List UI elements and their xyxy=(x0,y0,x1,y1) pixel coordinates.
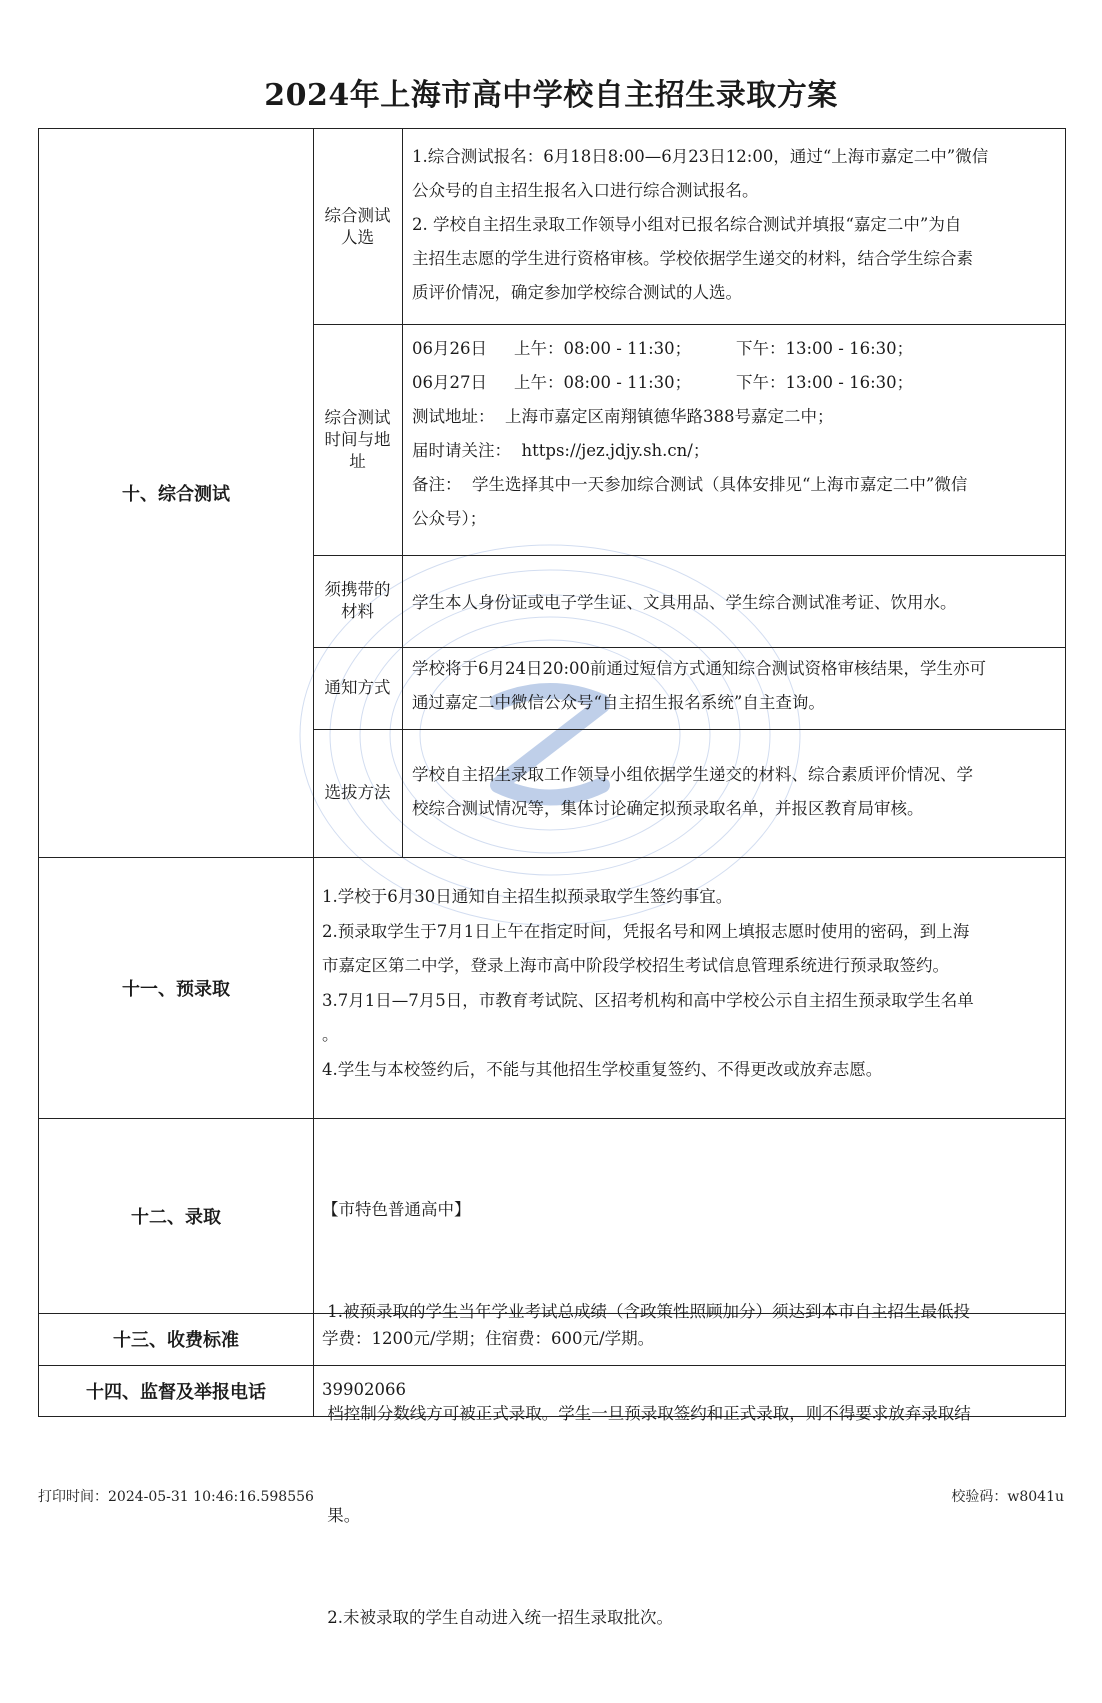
selection-line: 学校自主招生录取工作领导小组依据学生递交的材料、综合素质评价情况、学 xyxy=(412,765,973,784)
note-line: 公众号）； xyxy=(412,509,487,528)
prelim-admission-content xyxy=(322,880,1062,1087)
notice-line: 通过嘉定二中微信公众号“自主招生报名系统”自主查询。 xyxy=(412,693,825,712)
time-place-label xyxy=(313,324,402,555)
admission-line: 2.未被录取的学生自动进入统一招生录取批次。 xyxy=(322,1608,673,1627)
test-address: 测试地址： 上海市嘉定区南翔镇德华路388号嘉定二中； xyxy=(412,407,834,426)
candidates-line: 质评价情况，确定参加学校综合测试的人选。 xyxy=(412,283,742,302)
schedule-date: 06月26日 xyxy=(412,339,487,358)
checksum: 校验码：w8041u xyxy=(951,1489,1064,1505)
schedule-date: 06月27日 xyxy=(412,373,487,392)
admission-line: 档控制分数线方可被正式录取。学生一旦预录取签约和正式录取，则不得要求放弃录取结 xyxy=(322,1404,971,1423)
section-14-label: 十四、监督及举报电话 xyxy=(86,1381,266,1403)
materials-label xyxy=(313,555,402,647)
schedule-row xyxy=(412,366,1062,400)
page-title: 2024年上海市高中学校自主招生录取方案 xyxy=(264,78,838,113)
schedule-morning: 上午：08:00 - 11:30； xyxy=(514,339,692,358)
selection-label xyxy=(313,729,402,857)
candidates-line: 主招生志愿的学生进行资格审核。学校依据学生递交的材料，结合学生综合素 xyxy=(412,249,973,268)
hotline-number: 39902066 xyxy=(322,1380,406,1399)
note-line: 备注： 学生选择其中一天参加综合测试（具体安排见“上海市嘉定二中”微信 xyxy=(412,475,968,494)
admission-line: 果。 xyxy=(322,1506,361,1525)
candidates-line: 1.综合测试报名：6月18日8:00—6月23日12:00，通过“上海市嘉定二中”微信 xyxy=(412,147,989,166)
schedule-morning: 上午：08:00 - 11:30； xyxy=(514,373,692,392)
section-13-label: 十三、收费标准 xyxy=(113,1330,239,1351)
fees-text: 学费：1200元/学期；住宿费：600元/学期。 xyxy=(322,1329,655,1348)
section-11-heading xyxy=(39,857,313,1118)
admission-line: 【市特色普通高中】 xyxy=(322,1200,471,1219)
print-time: 打印时间：2024-05-31 10:46:16.598556 xyxy=(38,1489,314,1505)
follow-url: 届时请关注： https://jez.jdjy.sh.cn/； xyxy=(412,441,710,460)
section-14-heading xyxy=(39,1365,313,1416)
candidates-content xyxy=(412,140,1062,310)
candidates-label xyxy=(313,129,402,324)
selection-line: 校综合测试情况等，集体讨论确定拟预录取名单，并报区教育局审核。 xyxy=(412,799,924,818)
section-12-heading xyxy=(39,1118,313,1313)
prelim-line: 。 xyxy=(322,1025,339,1044)
selection-content xyxy=(412,758,1062,826)
candidates-line: 2. 学校自主招生录取工作领导小组对已报名综合测试并填报“嘉定二中”为自 xyxy=(412,215,962,234)
notice-content xyxy=(412,652,1062,720)
section-13-heading xyxy=(39,1313,313,1365)
time-place-label-text: 综合测试时间与地址 xyxy=(324,407,391,471)
admission-content xyxy=(322,1125,1062,1703)
hotline-content xyxy=(322,1373,1062,1407)
candidates-line: 公众号的自主招生报名入口进行综合测试报名。 xyxy=(412,181,759,200)
schedule-row xyxy=(412,332,1062,366)
schedule-afternoon: 下午：13:00 - 16:30； xyxy=(736,339,914,358)
materials-content xyxy=(412,586,1062,620)
prelim-line: 4.学生与本校签约后，不能与其他招生学校重复签约、不得更改或放弃志愿。 xyxy=(322,1059,883,1079)
prelim-line: 3.7月1日—7月5日，市教育考试院、区招考机构和高中学校公示自主招生预录取学生名单 xyxy=(322,990,974,1010)
section-12-label: 十二、录取 xyxy=(131,1206,221,1228)
time-place-content xyxy=(412,332,1062,536)
section-10-heading xyxy=(39,129,313,857)
section-10-label: 十、综合测试 xyxy=(122,484,230,505)
materials-text: 学生本人身份证或电子学生证、文具用品、学生综合测试准考证、饮用水。 xyxy=(412,593,957,612)
notice-label xyxy=(313,647,402,729)
notice-label-text: 通知方式 xyxy=(324,678,391,697)
admission-line: 1.被预录取的学生当年学业考试总成绩（含政策性照顾加分）须达到本市自主招生最低投 xyxy=(322,1302,970,1321)
materials-label-text: 须携带的材料 xyxy=(324,580,391,621)
prelim-line: 1.学校于6月30日通知自主招生拟预录取学生签约事宜。 xyxy=(322,887,733,906)
selection-label-text: 选拔方法 xyxy=(324,783,391,802)
prelim-line: 2.预录取学生于7月1日上午在指定时间，凭报名号和网上填报志愿时使用的密码，到上海 xyxy=(322,921,970,941)
prelim-line: 市嘉定区第二中学，登录上海市高中阶段学校招生考试信息管理系统进行预录取签约。 xyxy=(322,956,949,975)
schedule-afternoon: 下午：13:00 - 16:30； xyxy=(736,373,914,392)
notice-line: 学校将于6月24日20:00前通过短信方式通知综合测试资格审核结果，学生亦可 xyxy=(412,659,987,678)
candidates-label-text: 综合测试人选 xyxy=(324,205,391,247)
section-11-label: 十一、预录取 xyxy=(122,978,230,1000)
fees-content xyxy=(322,1322,1062,1356)
